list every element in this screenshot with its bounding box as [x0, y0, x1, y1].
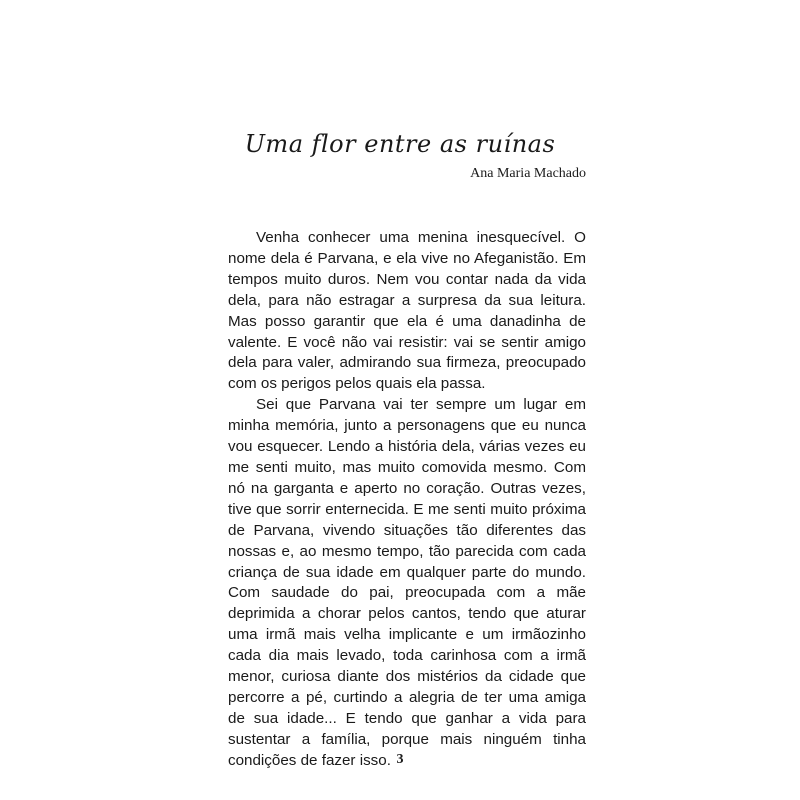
paragraph: Venha conhecer uma menina inesquecível. O nome dela é Parvana, e ela vive no Afeganistão. Em tempos muito duros. Nem vou contar nada da vida dela, para não estragar a surpresa da sua leitura. Mas posso garantir que ela é uma danadinha de valente. E você não vai resistir: vai se sentir amigo dela para valer, admirando sua firmeza, preocupado com os perigos pelos quais ela passa. [228, 229, 586, 393]
chapter-title: Uma flor entre as ruínas [244, 130, 556, 158]
page-number: 3 [396, 752, 404, 767]
paragraph: Sei que Parvana vai ter sempre um lugar em minha memória, junto a personagens que eu nunca vou esquecer. Lendo a história dela, várias vezes eu me senti muito, mas muito comovida mesmo. Com nó na garganta e aperto no coração. Outras vezes, tive que sorrir enternecida. E me senti muito próxima de Parvana, vivendo situações tão diferentes das nossas e, ao mesmo tempo, tão parecida com cada criança de sua idade em qualquer parte do mundo. Com saudade do pai, preocupada com a mãe deprimida a chorar pelos cantos, tendo que aturar uma irmã mais velha implicante e um irmãozinho cada dia mais levado, toda carinhosa com a irmã menor, curiosa diante dos mistérios da cidade que percorre a pé, curtindo a alegria de ter uma amiga de sua idade... E tendo que ganhar a vida para sustentar a família, porque mais ninguém tinha condições de fazer isso. [228, 396, 586, 769]
author-name: Ana Maria Machado [470, 166, 586, 181]
body-text [228, 228, 586, 772]
